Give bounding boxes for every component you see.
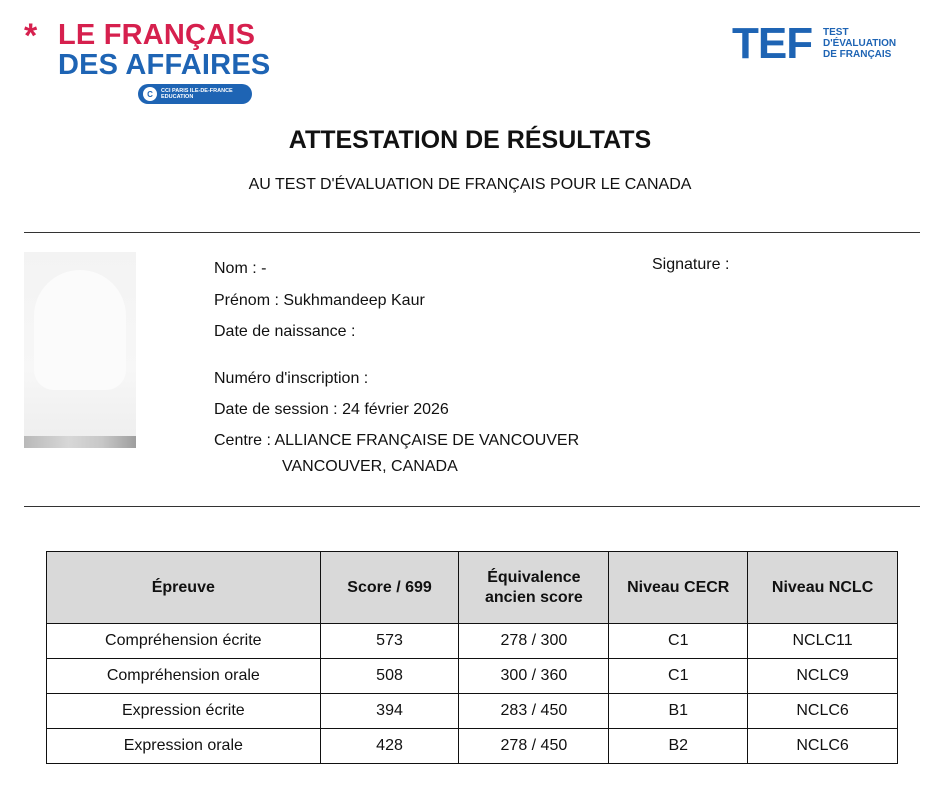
cell-nclc: NCLC6 [748,729,898,764]
column-header-equivalence: Équivalence ancien score [459,552,609,624]
cci-icon: C [143,87,157,101]
column-header-cecr: Niveau CECR [609,552,748,624]
cell-nclc: NCLC6 [748,694,898,729]
divider-bottom [24,506,920,507]
logo-line-2: DES AFFAIRES [58,49,271,81]
test-centre: Centre : ALLIANCE FRANÇAISE DE VANCOUVER [214,432,580,449]
column-header-score: Score / 699 [320,552,459,624]
photo-bottom-band [24,436,136,448]
candidate-birth-date: Date de naissance : [214,323,356,340]
page-subtitle: AU TEST D'ÉVALUATION DE FRANÇAIS POUR LE CANADA [248,176,692,193]
table-row [47,694,898,729]
cell-nclc: NCLC9 [748,659,898,694]
cell-score: 573 [320,624,459,659]
table-row [47,729,898,764]
candidate-last-name: Nom : - [214,260,267,277]
cell-cecr: C1 [609,624,748,659]
page-title: ATTESTATION DE RÉSULTATS [288,126,652,154]
cell-equivalence: 300 / 360 [459,659,609,694]
tef-logo [732,19,922,68]
cell-cecr: C1 [609,659,748,694]
cell-cecr: B2 [609,729,748,764]
cell-equivalence: 278 / 450 [459,729,609,764]
logo-line-1: LE FRANÇAIS [58,19,256,51]
cell-epreuve: Expression orale [47,729,321,764]
signature-label: Signature : [652,256,730,273]
session-date: Date de session : 24 février 2026 [214,401,449,418]
column-header-epreuve: Épreuve [47,552,321,624]
asterisk-icon: * [24,17,38,55]
cell-score: 394 [320,694,459,729]
cci-badge-text: CCI PARIS ILE-DE-FRANCE EDUCATION [161,88,233,100]
column-header-nclc: Niveau NCLC [748,552,898,624]
table-row [47,659,898,694]
cci-paris-badge [138,84,252,104]
le-francais-des-affaires-logo [24,17,271,110]
cell-equivalence: 283 / 450 [459,694,609,729]
cell-epreuve: Expression écrite [47,694,321,729]
tef-mark: TEF [732,19,813,68]
table-header-row [47,552,898,624]
test-centre-city: VANCOUVER, CANADA [282,458,458,475]
table-row [47,624,898,659]
results-table [46,551,898,764]
registration-number: Numéro d'inscription : [214,370,369,387]
cell-epreuve: Compréhension orale [47,659,321,694]
cell-equivalence: 278 / 300 [459,624,609,659]
cell-cecr: B1 [609,694,748,729]
cell-score: 508 [320,659,459,694]
cell-nclc: NCLC11 [748,624,898,659]
candidate-first-name: Prénom : Sukhmandeep Kaur [214,292,425,309]
photo-silhouette [34,270,126,390]
candidate-photo [24,252,136,448]
divider-top [24,232,920,233]
tef-subtitle: TEST D'ÉVALUATION DE FRANÇAIS [823,27,897,60]
cell-epreuve: Compréhension écrite [47,624,321,659]
cell-score: 428 [320,729,459,764]
